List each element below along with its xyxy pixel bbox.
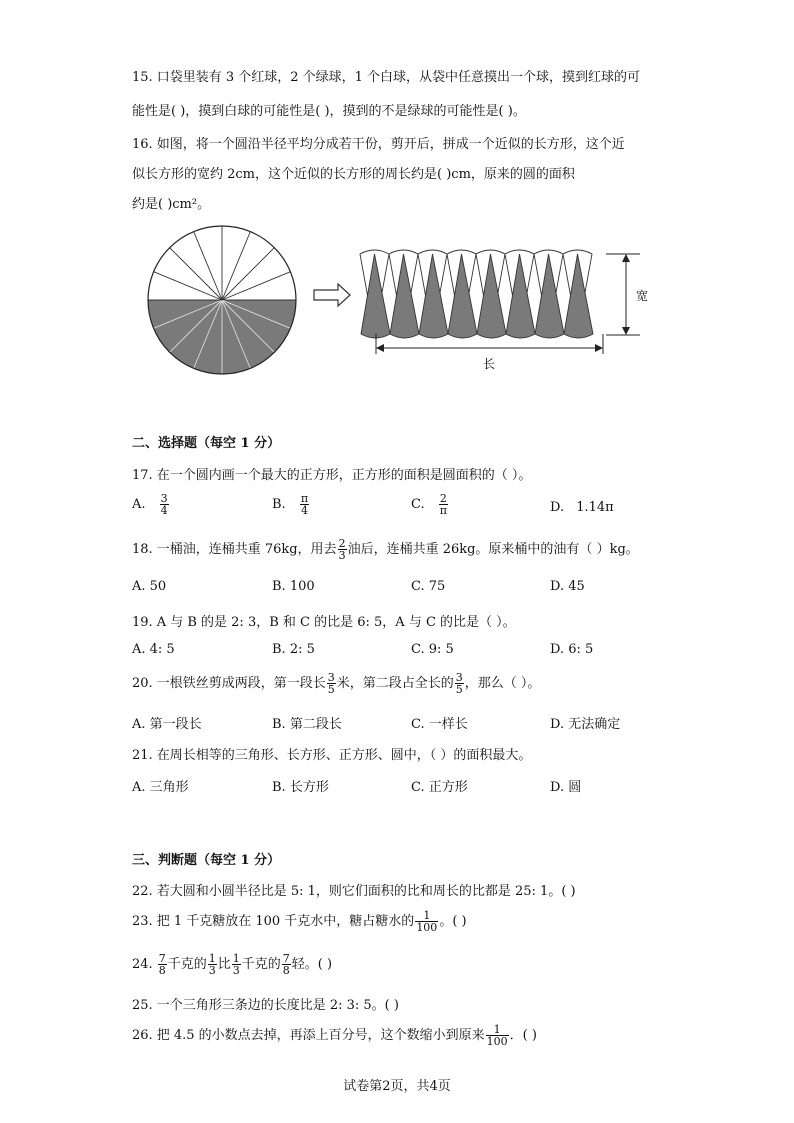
q16-line1 bbox=[132, 133, 625, 152]
q21-text: 在周长相等的三角形、长方形、正方形、圆中，（ ）的面积最大。 bbox=[156, 748, 532, 763]
circle-radius-line bbox=[170, 248, 222, 300]
q25-text: 一个三角形三条边的长度比是 2: 3: 5。( ) bbox=[156, 998, 399, 1013]
q16-text-line2: 似长方形的宽约 2cm，这个近似的长方形的周长约是( )cm，原来的圆的面积 bbox=[132, 167, 575, 182]
width-label: 宽 bbox=[636, 289, 649, 303]
q18-option-c[interactable]: C. 75 bbox=[411, 579, 446, 594]
q15-number: 15. bbox=[132, 70, 153, 85]
q21-option-a[interactable]: A. 三角形 bbox=[132, 780, 189, 795]
q18-number: 18. bbox=[132, 542, 153, 557]
q24-text-2: 比 bbox=[217, 957, 231, 972]
q17-text: 在一个圆内画一个最大的正方形，正方形的面积是圆面积的（ ）。 bbox=[156, 468, 532, 483]
q19-text: A 与 B 的是 2: 3，B 和 C 的比是 6: 5，A 与 C 的比是（ ）。 bbox=[156, 615, 516, 630]
circle-radius-line bbox=[222, 248, 274, 300]
q16-figure bbox=[0, 222, 794, 382]
q24-number: 24. bbox=[132, 957, 153, 972]
q18-fraction: $\frac{2}{3}$ bbox=[338, 537, 346, 562]
width-dimension bbox=[606, 254, 648, 335]
q26-text-a: 把 4.5 的小数点去掉，再添上百分号，这个数缩小到原来 bbox=[156, 1028, 485, 1043]
q17-option-c[interactable] bbox=[411, 493, 449, 516]
q20-fraction-2: $\frac{3}{5}$ bbox=[455, 671, 463, 696]
q20-text-c: ，那么（ ）。 bbox=[464, 676, 541, 691]
q19-number: 19. bbox=[132, 615, 153, 630]
q23-stem bbox=[132, 910, 467, 933]
q18-option-a[interactable]: A. 50 bbox=[132, 579, 167, 594]
q21-number: 21. bbox=[132, 748, 153, 763]
q22-stem bbox=[132, 880, 576, 899]
q20-option-a[interactable]: A. 第一段长 bbox=[132, 717, 202, 732]
q24-text-3: 千克的 bbox=[241, 957, 281, 972]
section2-title: 二、选择题（每空 1 分） bbox=[132, 436, 281, 451]
arrow-right-icon bbox=[314, 284, 350, 306]
q20-text-b: 米，第二段占全长的 bbox=[336, 676, 454, 691]
q26-stem bbox=[132, 1024, 537, 1047]
q24-text-4: 轻。( ) bbox=[291, 957, 333, 972]
q23-text-a: 把 1 千克糖放在 100 千克水中，糖占糖水的 bbox=[156, 914, 415, 929]
q20-option-b[interactable]: B. 第二段长 bbox=[272, 717, 342, 732]
q15-text-line1: 口袋里装有 3 个红球，2 个绿球，1 个白球，从袋中任意摸出一个球，摸到红球的可 bbox=[156, 70, 641, 85]
page-footer: 试卷第2页，共4页 bbox=[343, 1079, 451, 1094]
q21-option-d[interactable]: D. 圆 bbox=[550, 780, 582, 795]
q15-line1 bbox=[132, 66, 640, 85]
q15-line2 bbox=[132, 100, 526, 119]
q21-stem bbox=[132, 744, 531, 763]
q15-text-line2: 能性是( )，摸到白球的可能性是( )，摸到的不是绿球的可能性是( )。 bbox=[132, 104, 526, 119]
q17-option-a[interactable] bbox=[132, 493, 170, 516]
q16-line2 bbox=[132, 163, 575, 182]
q19-option-d[interactable]: D. 6: 5 bbox=[550, 642, 594, 657]
q21-option-c[interactable]: C. 正方形 bbox=[411, 780, 468, 795]
q21-option-b[interactable]: B. 长方形 bbox=[272, 780, 329, 795]
q17-option-b-fraction: $\frac{\pi}{4}$ bbox=[300, 492, 309, 517]
divided-circle bbox=[148, 226, 296, 374]
q20-number: 20. bbox=[132, 676, 153, 691]
q20-option-c[interactable]: C. 一样长 bbox=[411, 717, 468, 732]
q17-option-a-label: A. bbox=[132, 497, 146, 512]
q18-option-d[interactable]: D. 45 bbox=[550, 579, 585, 594]
section3-title: 三、判断题（每空 1 分） bbox=[132, 853, 281, 868]
q20-option-d[interactable]: D. 无法确定 bbox=[550, 717, 621, 732]
q19-option-a[interactable]: A. 4: 5 bbox=[132, 642, 175, 657]
q25-stem bbox=[132, 994, 399, 1013]
q20-stem bbox=[132, 672, 540, 695]
sector-rectangle bbox=[360, 250, 593, 338]
q19-stem bbox=[132, 611, 516, 630]
length-dimension bbox=[376, 334, 603, 371]
q18-text-a: 一桶油，连桶共重 76kg，用去 bbox=[156, 542, 337, 557]
q18-stem bbox=[132, 538, 639, 561]
q24-fraction-4: $\frac{7}{8}$ bbox=[282, 952, 290, 977]
q18-option-b[interactable]: B. 100 bbox=[272, 579, 315, 594]
q22-number: 22. bbox=[132, 884, 153, 899]
q23-fraction: $\frac{1}{100}$ bbox=[416, 909, 438, 934]
q17-option-b-label: B. bbox=[272, 497, 286, 512]
q26-text-b: ．( ) bbox=[509, 1028, 537, 1043]
q17-option-d-label: D. bbox=[550, 500, 565, 515]
q17-option-a-fraction: $\frac{3}{4}$ bbox=[160, 492, 168, 517]
q16-line3 bbox=[132, 193, 210, 212]
q16-text-line3: 约是( )cm²。 bbox=[132, 197, 211, 212]
length-label: 长 bbox=[483, 357, 496, 371]
q19-option-b[interactable]: B. 2: 5 bbox=[272, 642, 315, 657]
q24-stem bbox=[132, 953, 332, 976]
q17-option-d-text: 1.14π bbox=[576, 500, 614, 515]
q17-option-c-label: C. bbox=[411, 497, 425, 512]
q24-fraction-3: $\frac{1}{3}$ bbox=[232, 952, 240, 977]
q24-fraction-2: $\frac{1}{3}$ bbox=[208, 952, 216, 977]
q23-number: 23. bbox=[132, 914, 153, 929]
q16-number: 16. bbox=[132, 137, 153, 152]
q19-option-c[interactable]: C. 9: 5 bbox=[411, 642, 454, 657]
q26-fraction: $\frac{1}{100}$ bbox=[486, 1023, 508, 1048]
q24-fraction-1: $\frac{7}{8}$ bbox=[158, 952, 166, 977]
q17-stem bbox=[132, 464, 531, 483]
q17-number: 17. bbox=[132, 468, 153, 483]
q22-text: 若大圆和小圆半径比是 5: 1，则它们面积的比和周长的比都是 25: 1。( ) bbox=[156, 884, 576, 899]
q25-number: 25. bbox=[132, 998, 153, 1013]
q26-number: 26. bbox=[132, 1028, 153, 1043]
q20-fraction-1: $\frac{3}{5}$ bbox=[327, 671, 335, 696]
q17-option-c-fraction: $\frac{2}{\pi}$ bbox=[439, 492, 447, 517]
q17-option-b[interactable] bbox=[272, 493, 310, 516]
q16-text-line1: 如图，将一个圆沿半径平均分成若干份，剪开后，拼成一个近似的长方形，这个近 bbox=[156, 137, 625, 152]
q24-text-1: 千克的 bbox=[167, 957, 207, 972]
q17-option-d[interactable] bbox=[550, 500, 614, 515]
q20-text-a: 一根铁丝剪成两段，第一段长 bbox=[156, 676, 326, 691]
q18-text-b: 油后，连桶共重 26kg。原来桶中的油有（ ）kg。 bbox=[347, 542, 639, 557]
q23-text-b: 。( ) bbox=[439, 914, 467, 929]
